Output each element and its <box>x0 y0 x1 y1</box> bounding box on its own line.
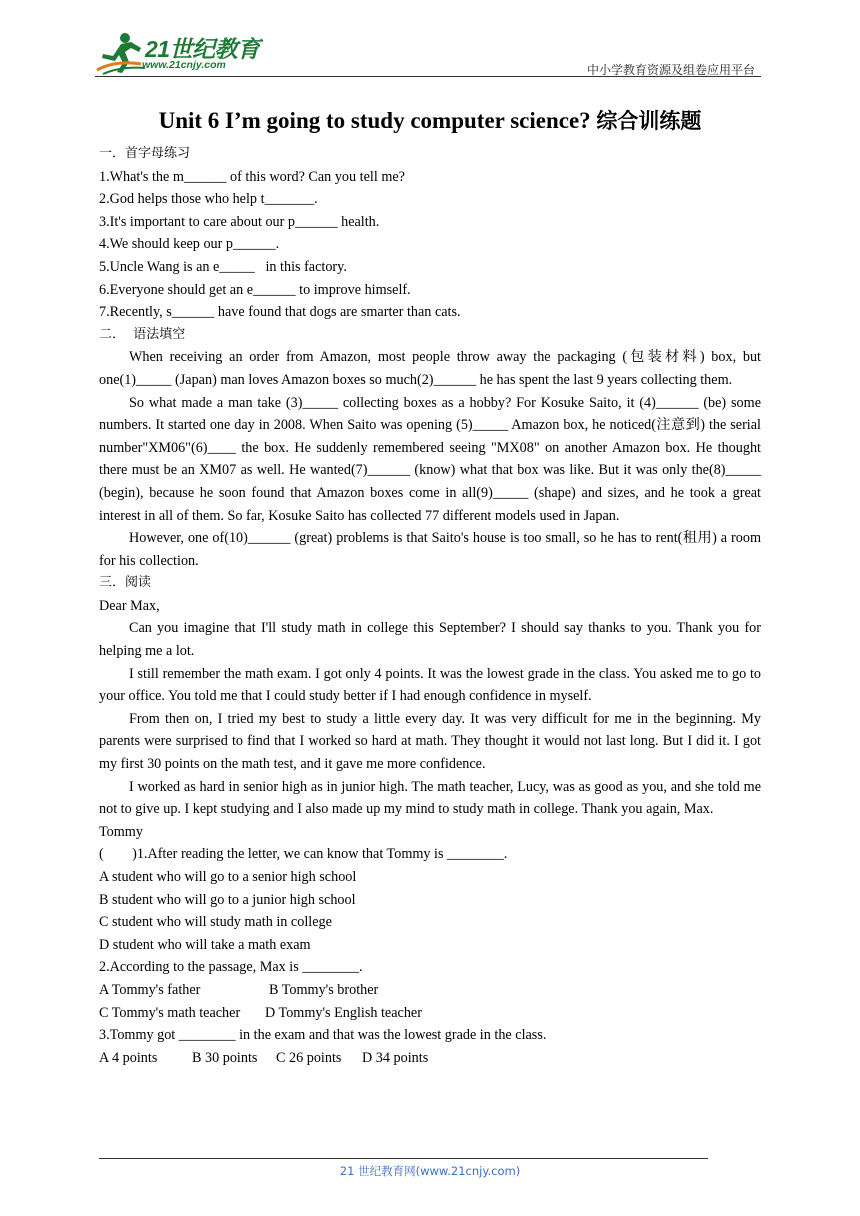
footer-divider <box>99 1158 708 1159</box>
option-row <box>99 979 761 1002</box>
answer-option: D Tommy's English teacher <box>265 1004 422 1021</box>
logo-url: www.21cnjy.com <box>142 59 226 71</box>
exercise-item: 3.It's important to care about our p______ health. <box>99 213 380 230</box>
title-english: Unit 6 I’m going to study computer science? <box>158 108 591 133</box>
cloze-paragraph: However, one of(10)______ (great) problems is that Saito's house is too small, so he has to rent(租用) a room for his collection. <box>99 530 761 569</box>
logo-text: 21世纪教育 <box>145 36 260 62</box>
site-logo[interactable] <box>95 30 265 74</box>
letter-paragraph: Can you imagine that I'll study math in college this September? I should say thanks to you. Thank you for helping me a lot. <box>99 620 761 660</box>
question-stem: 3.Tommy got ________ in the exam and that was the lowest grade in the class. <box>99 1027 547 1044</box>
answer-option: C 26 points <box>276 1049 342 1066</box>
cloze-paragraph: So what made a man take (3)_____ collecting boxes as a hobby? For Kosuke Saito, it (4)______ (be) some numbers. It started one day in 2008. When Saito was opening (5)_____ Amazon box, he noticed(注意到) the serial number"XM06"(6)____ the box. He suddenly remembered seeing "MX08" on another Amazon box. He thought there must be an XM07 as well. He wanted(7)______ (know) what that box was like. But it was only the(8)_____ (begin), because he soon found that Amazon boxes come in all(9)_____ (shape) and sizes, and he took a great interest in all of them. So far, Kosuke Saito has collected 77 different models used in Japan. <box>99 394 761 524</box>
document-body <box>99 143 761 1069</box>
answer-option: A 4 points <box>99 1049 158 1066</box>
exercise-item: 7.Recently, s______ have found that dogs are smarter than cats. <box>99 304 461 321</box>
option-row <box>99 1002 761 1025</box>
section-heading: 二． 语法填空 <box>99 326 186 342</box>
section-heading: 三．阅读 <box>99 575 152 591</box>
answer-option: B Tommy's brother <box>269 981 379 998</box>
answer-option: B 30 points <box>192 1049 258 1066</box>
question-stem: 2.According to the passage, Max is ________. <box>99 959 363 976</box>
platform-name: 中小学教育资源及组卷应用平台 <box>586 63 755 77</box>
header-divider <box>95 76 761 77</box>
answer-option: D student who will take a math exam <box>99 936 311 953</box>
page-title <box>0 106 860 136</box>
exercise-item: 1.What's the m______ of this word? Can you tell me? <box>99 168 405 185</box>
section-heading: 一．首字母练习 <box>99 146 191 161</box>
answer-option: A student who will go to a senior high school <box>99 869 357 885</box>
letter-paragraph: I still remember the math exam. I got only 4 points. It was the lowest grade in the class. You asked me to go to your office. You told me that I could study better if I had enough confidence in myself. <box>99 665 761 705</box>
answer-option: C Tommy's math teacher <box>99 1004 241 1021</box>
answer-option: D 34 points <box>362 1049 429 1066</box>
exercise-item: 4.We should keep our p______. <box>99 236 280 253</box>
letter-greeting: Dear Max, <box>99 597 160 614</box>
exercise-item: 6.Everyone should get an e______ to improve himself. <box>99 281 411 298</box>
page-header <box>95 28 761 78</box>
cloze-paragraph: When receiving an order from Amazon, most people throw away the packaging (包装材料) box, but one(1)_____ (Japan) man loves Amazon boxes so much(2)______ he has spent the last 9 years collecting them. <box>99 349 761 388</box>
footer-link[interactable]: 21 世纪教育网(www.21cnjy.com) <box>339 1164 521 1178</box>
answer-option: B student who will go to a junior high school <box>99 891 356 908</box>
title-chinese: 综合训练题 <box>596 109 702 133</box>
answer-option: A Tommy's father <box>99 981 201 998</box>
page-footer[interactable] <box>0 1163 860 1179</box>
exercise-item: 5.Uncle Wang is an e_____ in this factory. <box>99 258 347 275</box>
exercise-item: 2.God helps those who help t_______. <box>99 191 318 208</box>
answer-option: C student who will study math in college <box>99 914 332 931</box>
runner-logo-icon <box>95 30 147 76</box>
letter-signature: Tommy <box>99 823 143 840</box>
letter-paragraph: From then on, I tried my best to study a little every day. It was very difficult for me in the beginning. My parents were surprised to find that I worked so hard at math. They thought it would not last long. But I did it. I got my first 30 points on the math test, and it gave me more confidence. <box>99 710 761 773</box>
question-stem: ( )1.After reading the letter, we can know that Tommy is ________. <box>99 846 508 863</box>
option-row <box>99 1047 761 1070</box>
letter-paragraph: I worked as hard in senior high as in junior high. The math teacher, Lucy, was as good as you, and she told me not to give up. I kept studying and I also made up my mind to study math in college. Thank you again, Max. <box>99 778 761 818</box>
